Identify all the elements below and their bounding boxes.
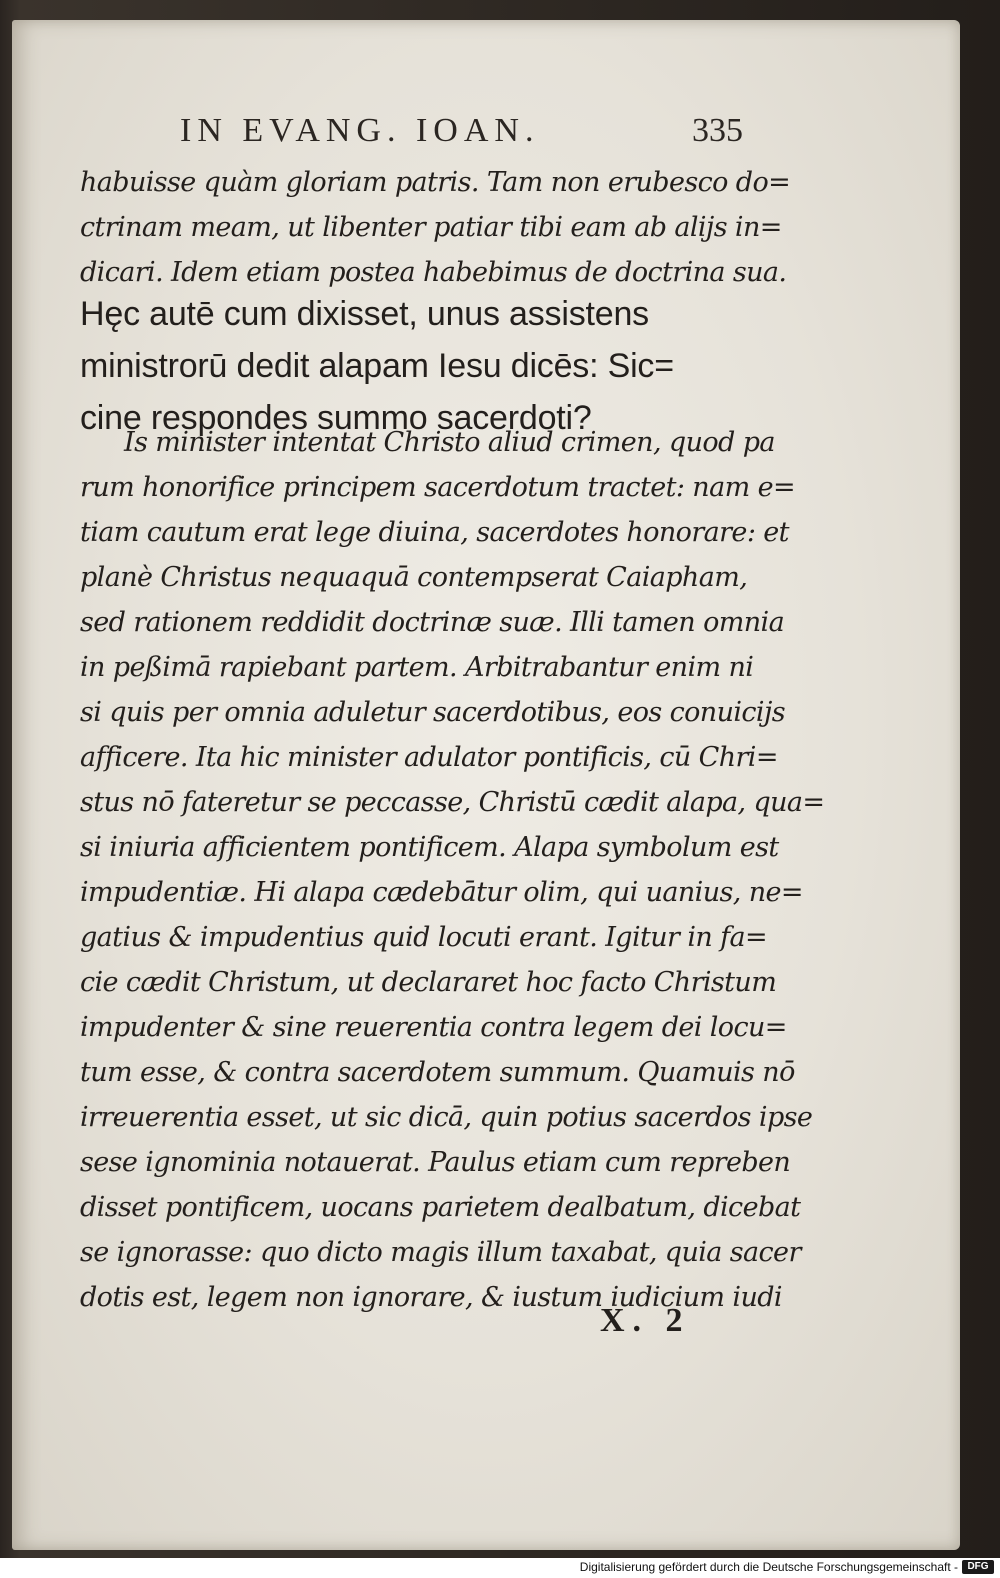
text-line: impudenter & sine reuerentia contra legem dei locu= — [80, 1012, 787, 1043]
text-line: habuisse quàm gloriam patris. Tam non erubesco do= — [80, 167, 791, 198]
text-line: impudentiæ. Hi alapa cædebātur olim, qui uanius, ne= — [80, 877, 803, 908]
text-line: se ignorasse: quo dicto magis illum taxabat, quia sacer — [80, 1237, 801, 1268]
dfg-logo-icon: DFG — [962, 1560, 994, 1574]
running-title: IN EVANG. IOAN. — [180, 112, 540, 149]
commentary-main — [80, 420, 825, 1320]
text-line: si iniuria afficientem pontificem. Alapa symbolum est — [80, 832, 779, 863]
funding-credit: Digitalisierung gefördert durch die Deutsche Forschungsgemeinschaft - — [579, 1560, 958, 1574]
text-line: afficere. Ita hic minister adulator pontificis, cū Chri= — [80, 742, 778, 773]
text-line: dicari. Idem etiam postea habebimus de doctrina sua. — [80, 257, 787, 288]
text-line: gatius & impudentius quid locuti erant. Igitur in fa= — [80, 922, 768, 953]
signature-mark: X. 2 — [600, 1302, 691, 1339]
text-line: in peßimā rapiebant partem. Arbitrabantur enim ni — [80, 652, 754, 683]
text-line: planè Christus nequaquā contempserat Caiapham, — [80, 562, 748, 593]
text-line: irreuerentia esset, ut sic dicā, quin potius sacerdos ipse — [80, 1102, 813, 1133]
text-line: sed rationem reddidit doctrinæ suæ. Illi tamen omnia — [80, 607, 785, 638]
text-line: ctrinam meam, ut libenter patiar tibi eam ab alijs in= — [80, 212, 782, 243]
verse-line: Hęc autē cum dixisset, unus assistens — [80, 295, 649, 333]
text-line: dotis est, legem non ignorare, & iustum iudicium iudi — [80, 1282, 782, 1313]
text-line: cie cædit Christum, ut declararet hoc facto Christum — [80, 967, 777, 998]
digitization-footer — [0, 1558, 1000, 1578]
text-line: disset pontificem, uocans parietem dealbatum, dicebat — [80, 1192, 801, 1223]
text-line: stus nō fateretur se peccasse, Christū cædit alapa, qua= — [80, 787, 825, 818]
page-number: 335 — [692, 112, 743, 149]
text-line: sese ignominia notauerat. Paulus etiam cum repreben — [80, 1147, 791, 1178]
text-line: Is minister intentat Christo aliud crimen, quod pa — [124, 427, 775, 458]
commentary-top — [80, 160, 791, 295]
text-line: si quis per omnia aduletur sacerdotibus, eos conuicijs — [80, 697, 785, 728]
text-line: rum honorifice principem sacerdotum tractet: nam e= — [80, 472, 795, 503]
text-line: tiam cautum erat lege diuina, sacerdotes honorare: et — [80, 517, 789, 548]
text-line: tum esse, & contra sacerdotem summum. Quamuis nō — [80, 1057, 795, 1088]
verse-line: ministrorū dedit alapam Iesu dicēs: Sic= — [80, 347, 674, 385]
verse-line: cine respondes summo sacerdoti? — [80, 399, 592, 437]
